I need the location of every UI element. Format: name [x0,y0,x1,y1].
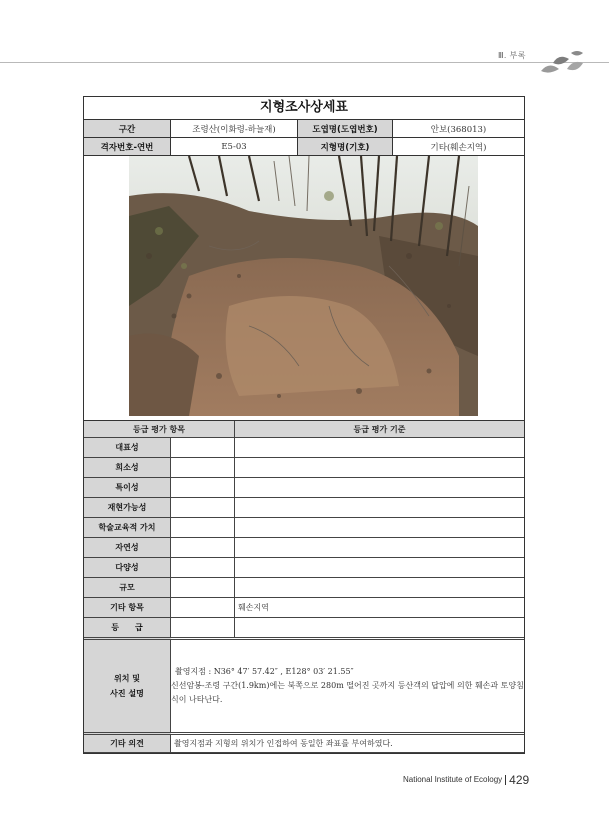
page-number: 429 [509,773,530,787]
eval-grade [171,458,235,478]
eval-grade [171,478,235,498]
other-text: 촬영지점과 지형의 위치가 인접하여 동일한 좌표를 부여하였다. [171,734,525,753]
info-row-segment [84,120,524,138]
eval-criteria [235,518,525,538]
location-row [84,639,524,734]
segment-value: 조령산(이화령-하늘재) [171,120,298,137]
eval-label: 학술교육적 가치 [84,518,171,538]
eval-grade [171,498,235,518]
eval-label: 특이성 [84,478,171,498]
eval-criteria [235,558,525,578]
grid-value: E5-03 [171,138,298,155]
eval-grade [171,618,235,639]
eval-grade [171,438,235,458]
page-footer [403,773,529,787]
eval-criteria [235,578,525,598]
eval-criteria [235,538,525,558]
eval-label: 기타 항목 [84,598,171,618]
eval-grade [171,598,235,618]
eval-label: 대표성 [84,438,171,458]
other-opinion-row [84,734,524,753]
info-row-grid [84,138,524,156]
eval-label: 자연성 [84,538,171,558]
eval-grade [171,558,235,578]
footer-divider [505,775,506,785]
table-row [84,438,524,458]
table-row [84,618,524,639]
location-label-text: 위치 및 사진 설명 [110,674,144,698]
eval-criteria [235,498,525,518]
eval-criteria [235,478,525,498]
eval-criteria [235,618,525,639]
segment-label: 구간 [84,120,171,137]
header-divider [0,62,609,63]
table-row [84,458,524,478]
photo-area [84,156,524,421]
eval-label: 다양성 [84,558,171,578]
other-label: 기타 의견 [84,734,171,753]
eval-label: 희소성 [84,458,171,478]
eval-label: 등 급 [84,618,171,639]
leaf-decoration-icon [539,49,585,75]
eval-label: 재현가능성 [84,498,171,518]
eval-criteria [235,458,525,478]
eval-criteria [235,438,525,458]
table-row [84,538,524,558]
eroded-trail-photo [129,156,478,416]
eval-grade [171,518,235,538]
table-row [84,598,524,618]
photo-coordinates: 촬영지점 : N36° 47′ 57.42″ , E128° 03′ 21.55″ [175,667,354,676]
eval-grade [171,538,235,558]
location-label [84,639,171,734]
map-value: 안보(368013) [430,124,487,135]
eval-grade [171,578,235,598]
institute-name: National Institute of Ecology [403,775,503,785]
location-description [171,639,525,734]
grid-label: 격자번호-연번 [84,138,171,155]
landform-value: 기타(훼손지역) [430,142,487,153]
evaluation-criteria-header: 등급 평가 기준 [235,421,525,438]
sheet-title: 지형조사상세표 [84,97,524,120]
survey-sheet [83,96,525,754]
section-label: Ⅲ. 부록 [498,51,526,60]
table-row [84,498,524,518]
table-row [84,518,524,538]
table-row [84,478,524,498]
table-row [84,578,524,598]
eval-criteria: 훼손지역 [235,598,525,618]
evaluation-table [84,421,524,753]
eval-label: 규모 [84,578,171,598]
table-row [84,558,524,578]
evaluation-item-header: 등급 평가 항목 [84,421,235,438]
map-label: 도엽명(도엽번호) [298,120,393,137]
photo-description: 신선암봉-조령 구간(1.9km)에는 북쪽으로 280m 떨어진 곳까지 등산객의 답압에 의한 훼손과 토양침식이 나타난다. [171,681,524,704]
landform-label: 지형명(기호) [298,138,393,155]
